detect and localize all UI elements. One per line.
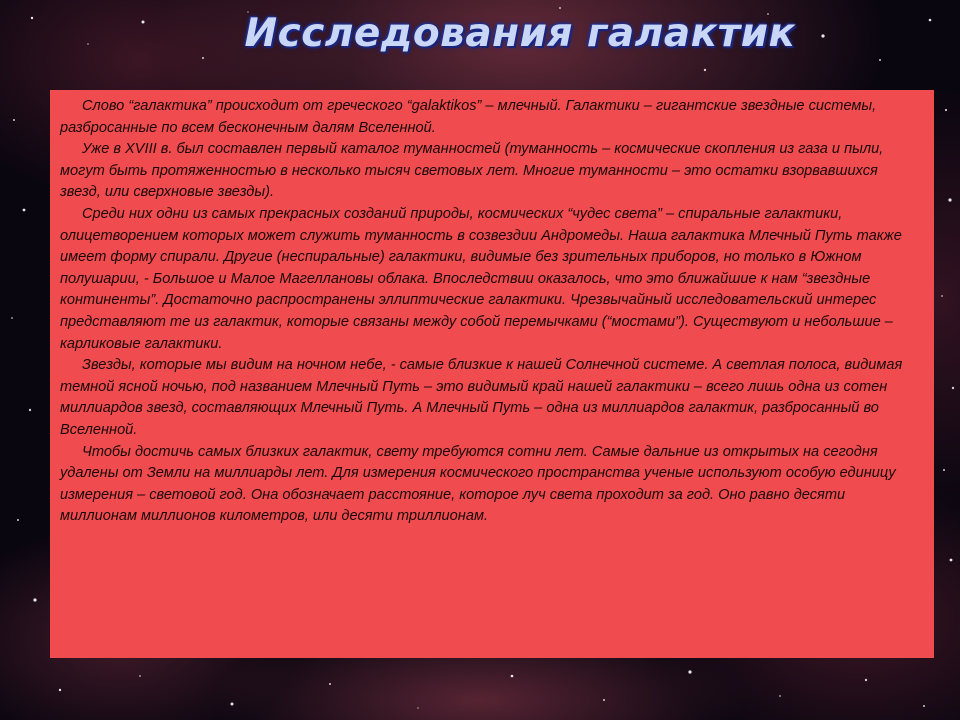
- paragraph-spiral-galaxies: Среди них одни из самых прекрасных созданий природы, космических “чудес света” – спиральные галактики, олицетворением которых может служить туманность в созвездии Андромеды. Наша галактика Млечный Путь также имеет форму спирали. Другие (неспиральные) галактики, видимые без зрительных приборов, но только в Южном полушарии, - Большое и Малое Магеллановы облака. Впоследствии оказалось, что это ближайшие к нам “звездные континенты”. Достаточно распространены эллиптические галактики. Чрезвычайный исследовательский интерес представляют те из галактик, которые связаны между собой перемычками (“мостами”). Существуют и небольшие – карликовые галактики.: [60, 205, 902, 352]
- paragraph-milky-way: Звезды, которые мы видим на ночном небе, - самые близкие к нашей Солнечной системе. А светлая полоса, видимая темной ясной ночью, под названием Млечный Путь – это видимый край нашей галактики – всего лишь одна из сотен миллиардов звезд, составляющих Млечный Путь. А Млечный Путь – одна из миллиардов галактик, разбросанный во Вселенной.: [60, 357, 903, 438]
- content-panel: [50, 90, 934, 658]
- slide-title: Исследования галактик: [244, 11, 796, 56]
- paragraph-light-year: Чтобы достичь самых близких галактик, свету требуются сотни лет. Самые дальние из открытых на сегодня удалены от Земли на миллиарды лет. Для измерения космического пространства ученые используют особую единицу измерения – световой год. Она обозначает расстояние, которое луч света проходит за год. Оно равно десяти миллионам миллионов километров, или десяти триллионам.: [60, 443, 896, 525]
- paragraph-galaxy-word: Слово “галактика” происходит от греческого “galaktikos” – млечный. Галактики – гигантские звездные системы, разбросанные по всем бесконечным далям Вселенной.: [60, 98, 877, 136]
- paragraph-nebula-catalog: Уже в XVIII в. был составлен первый каталог туманностей (туманность – космические скопления из газа и пыли, могут быть протяженностью в несколько тысяч световых лет. Многие туманности – это остатки взорвавшихся звезд, или сверхновые звезды).: [60, 141, 884, 201]
